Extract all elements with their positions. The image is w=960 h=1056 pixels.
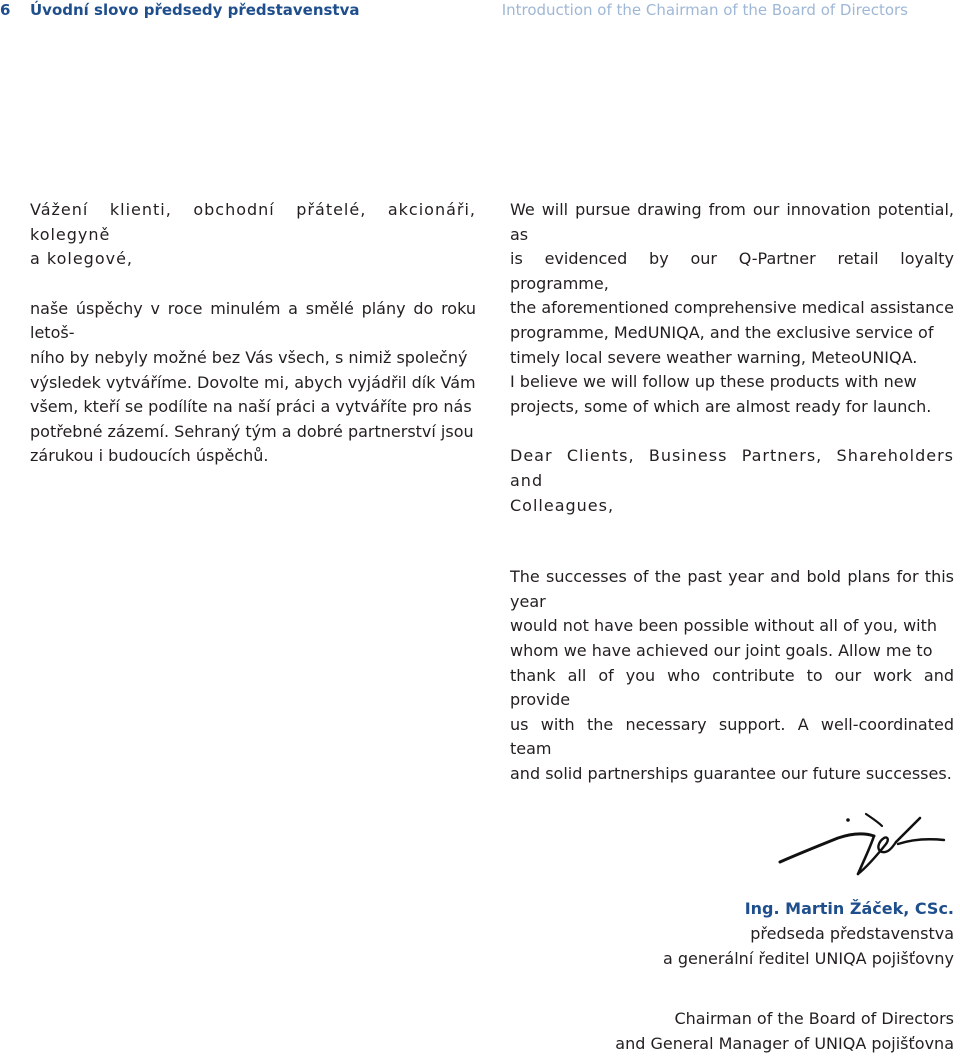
text-line: výsledek vytváříme. Dovolte mi, abych vyjádřil dík Vám	[30, 372, 476, 392]
english-body-paragraph	[510, 565, 954, 786]
text-line: ního by nebyly možné bez Vás všech, s nimiž společný	[30, 347, 468, 367]
text-line: zárukou i budoucích úspěchů.	[30, 446, 269, 466]
text-line: The successes of the past year and bold plans for this year	[510, 567, 954, 611]
text-line: would not have been possible without all of you, with	[510, 616, 938, 636]
text-line: We will pursue drawing from our innovation potential, as	[510, 200, 954, 244]
signer-name: Ing. Martin Žáček, CSc.	[744, 899, 954, 918]
czech-column	[30, 198, 476, 469]
signer-role-english: and General Manager of UNIQA pojišťovna	[615, 1034, 954, 1053]
text-line: I believe we will follow up these products with new	[510, 372, 917, 392]
text-line: a kolegové,	[30, 249, 134, 269]
text-line: Vážení klienti, obchodní přátelé, akcionáři, kolegyně	[30, 200, 476, 244]
header-title-english: Introduction of the Chairman of the Board of Directors	[501, 1, 908, 19]
english-column	[510, 198, 954, 786]
czech-salutation	[30, 198, 476, 272]
text-line: Colleagues,	[510, 495, 615, 515]
text-line: and solid partnerships guarantee our future successes.	[510, 763, 952, 783]
page-header	[0, 0, 960, 26]
text-line: is evidenced by our Q-Partner retail loyalty programme,	[510, 249, 954, 293]
text-line: timely local severe weather warning, MeteoUNIQA.	[510, 347, 918, 367]
text-line: naše úspěchy v roce minulém a smělé plány do roku letoš-	[30, 298, 476, 343]
text-line: potřebné zázemí. Sehraný tým a dobré partnerství jsou	[30, 421, 474, 441]
text-line: všem, kteří se podílíte na naší práci a vytváříte pro nás	[30, 397, 472, 417]
page-number: 6	[0, 1, 11, 19]
text-line: whom we have achieved our joint goals. Allow me to	[510, 640, 933, 660]
english-salutation	[510, 444, 954, 518]
czech-body-paragraph	[30, 297, 476, 469]
text-line: projects, some of which are almost ready for launch.	[510, 396, 932, 416]
signer-role-english: Chairman of the Board of Directors	[674, 1009, 954, 1028]
text-line: the aforementioned comprehensive medical assistance	[510, 298, 954, 318]
signer-role-czech: předseda představenstva	[750, 924, 954, 943]
text-line: us with the necessary support. A well-coordinated team	[510, 714, 954, 759]
text-line: programme, MedUNIQA, and the exclusive service of	[510, 322, 934, 342]
header-title-czech: Úvodní slovo předsedy představenstva	[30, 1, 360, 19]
signature-block	[615, 896, 954, 1056]
text-line: thank all of you who contribute to our work and provide	[510, 665, 954, 710]
handwritten-signature-icon	[778, 808, 946, 878]
english-intro-paragraph	[510, 198, 954, 419]
text-line: Dear Clients, Business Partners, Shareholders and	[510, 446, 954, 490]
signer-role-czech: a generální ředitel UNIQA pojišťovny	[662, 949, 954, 968]
